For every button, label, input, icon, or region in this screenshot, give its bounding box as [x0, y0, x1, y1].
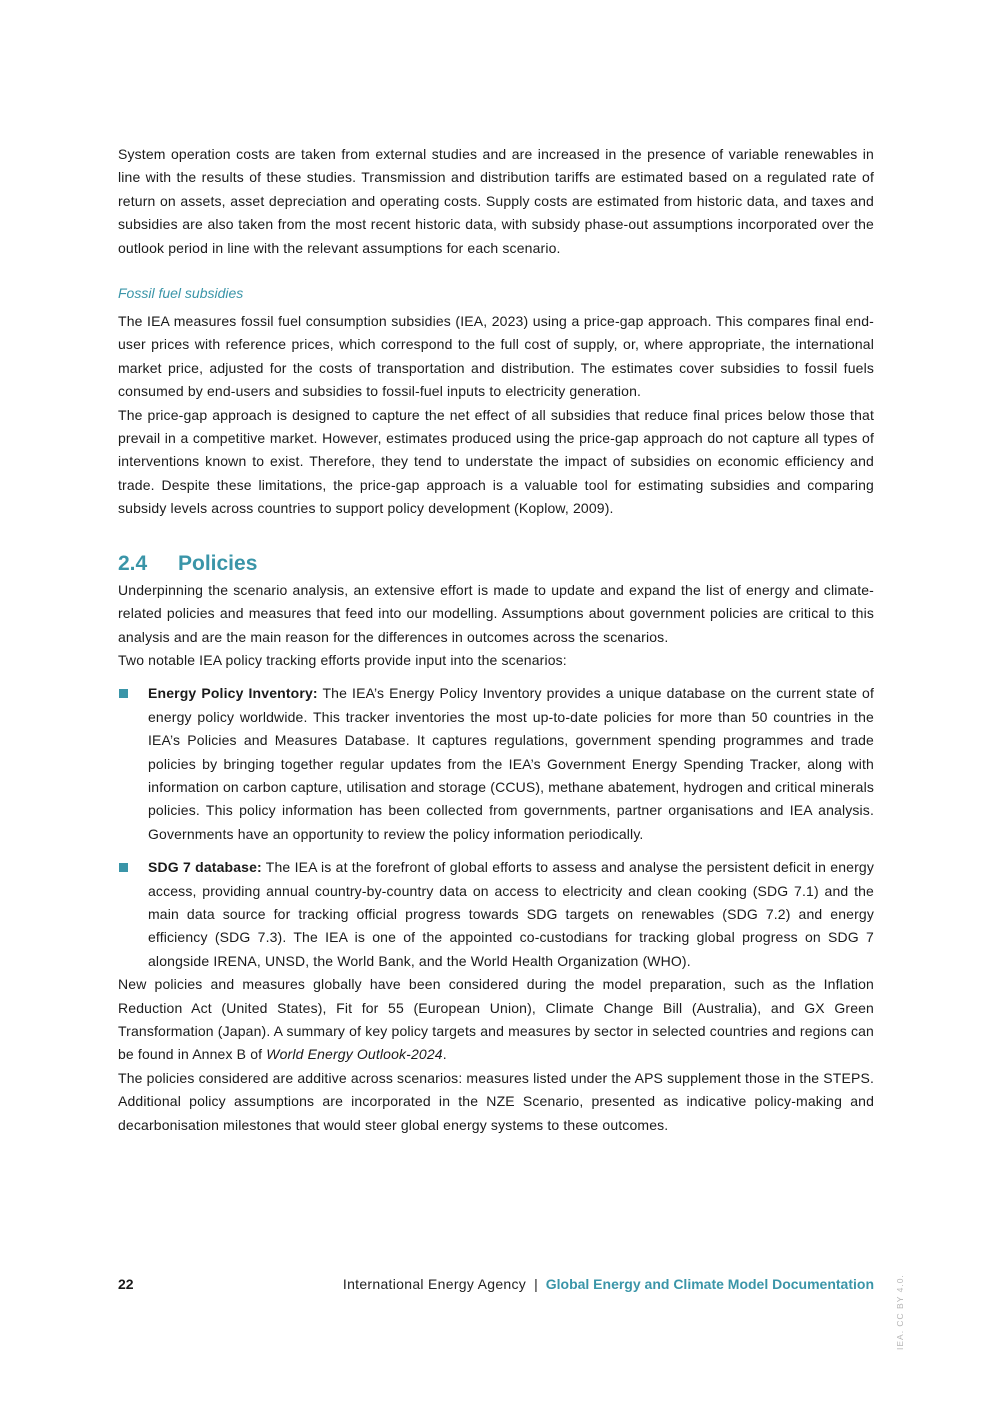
publication-title: World Energy Outlook-2024 [266, 1046, 443, 1063]
section-number: 2.4 [118, 551, 148, 575]
bullet-term: Energy Policy Inventory: [148, 685, 318, 702]
page-footer [118, 1276, 874, 1298]
bullet-term: SDG 7 database: [148, 859, 262, 876]
fossil-fuel-subsidies-heading: Fossil fuel subsidies [118, 285, 244, 302]
bullet-text: The IEA is at the forefront of global efforts to assess and analyse the persistent deficit in energy access, providing annual country-by-country data on access to electricity and clean cooking (SDG 7.1) and the main data source for tracking official progress towards SDG targets on renewables (SDG 7.2) and energy efficiency (SDG 7.3). The IEA is one of the appointed co-custodians for tracking global progress on SDG 7 alongside IRENA, UNSD, the World Bank, and the World Health Organization (WHO). [148, 859, 874, 969]
page-number: 22 [118, 1276, 134, 1292]
bullet-text: The IEA’s Energy Policy Inventory provides a unique database on the current state of energy policy worldwide. This tracker inventories the most up-to-date policies for more than 50 countries in the IEA’s Policies and Measures Database. It captures regulations, government spending programmes and trade policies by bringing together regular updates from the IEA’s Government Energy Spending Tracker, along with information on carbon capture, utilisation and storage (CCUS), methane abatement, hydrogen and critical minerals policies. This policy information has been collected from governments, partner organisations and IEA analysis. Governments have an opportunity to review the policy information periodically. [148, 685, 874, 842]
section-title: Policies [178, 551, 258, 575]
policy-tracking-list [118, 682, 874, 973]
section-heading-policies [118, 549, 874, 579]
page-content [118, 143, 874, 1137]
policies-paragraph-2: Two notable IEA policy tracking efforts provide input into the scenarios: [118, 651, 567, 668]
footer-separator: | [534, 1276, 538, 1292]
list-item [118, 856, 874, 973]
footer-title-block [343, 1276, 874, 1292]
agency-name: International Energy Agency [342, 1276, 527, 1292]
document-title: Global Energy and Climate Model Documentation [545, 1276, 874, 1292]
paragraph-3-text: New policies and measures globally have been considered during the model preparation, such as the Inflation Reduction Act (United States), Fit for 55 (European Union), Climate Change Bill (Australia), and GX Green Transformation (Japan). A summary of key policy targets and measures by sector in selected countries and regions can be found in Annex B of [118, 976, 874, 1063]
policies-paragraph-4: The policies considered are additive across scenarios: measures listed under the APS supplement those in the STEPS. Additional policy assumptions are incorporated in the NZE Scenario, presented as indicative policy-making and decarbonisation milestones that would steer global energy systems to these outcomes. [118, 1069, 874, 1133]
policies-paragraph-1: Underpinning the scenario analysis, an extensive effort is made to update and expand the list of energy and climate-related policies and measures that feed into our modelling. Assumptions about government policies are critical to this analysis and are the main reason for the differences in outcomes across the scenarios. [118, 581, 874, 645]
fossil-fuel-subsidies-paragraph-1: The IEA measures fossil fuel consumption subsidies (IEA, 2023) using a price-gap approach. This compares final end-user prices with reference prices, which correspond to the full cost of supply, or, where appropriate, the international market price, adjusted for the costs of transportation and distribution. The estimates cover subsidies to fossil fuels consumed by end-users and subsidies to fossil-fuel inputs to electricity generation. [118, 313, 874, 400]
intro-paragraph: System operation costs are taken from external studies and are increased in the presence of variable renewables in line with the results of these studies. Transmission and distribution tariffs are estimated based on a regulated rate of return on assets, asset depreciation and operating costs. Supply costs are estimated from historic data, and taxes and subsidies are also taken from the most recent historic data, with subsidy phase-out assumptions incorporated over the outlook period in line with the relevant assumptions for each scenario. [118, 146, 874, 256]
list-item [118, 682, 874, 846]
square-bullet-icon [119, 863, 128, 872]
square-bullet-icon [119, 689, 128, 698]
fossil-fuel-subsidies-paragraph-2: The price-gap approach is designed to capture the net effect of all subsidies that reduce final prices below those that prevail in a competitive market. However, estimates produced using the price-gap approach do not capture all types of interventions known to exist. Therefore, they tend to understate the impact of subsidies on economic efficiency and trade. Despite these limitations, the price-gap approach is a valuable tool for estimating subsidies and comparing subsidy levels across countries to support policy development (Koplow, 2009). [118, 406, 874, 517]
policies-paragraph-3 [118, 973, 874, 1067]
paragraph-3-end: . [442, 1046, 447, 1063]
license-notice: IEA. CC BY 4.0. [895, 1274, 905, 1350]
